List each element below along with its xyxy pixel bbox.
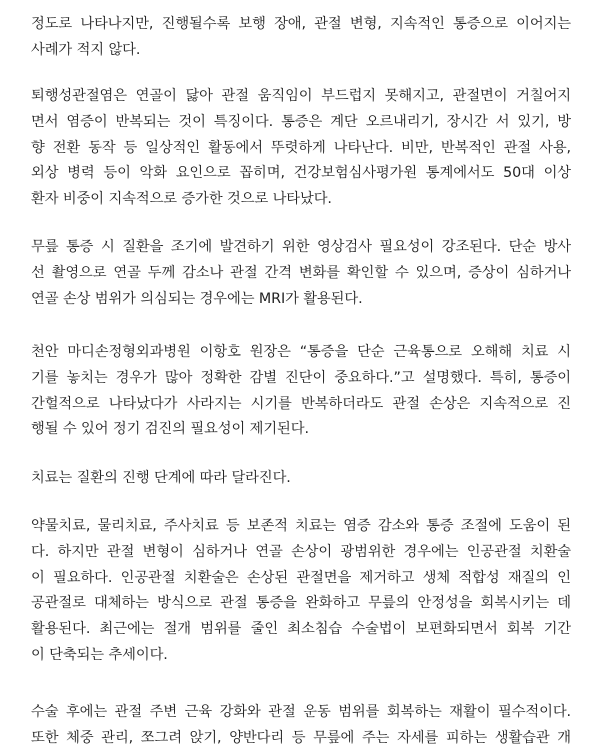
text-line: 천안 마디손정형외과병원 이항호 원장은 “통증을 단순 근육통으로 오해해 치료 시: [31, 344, 571, 360]
text-line: 연골 손상 범위가 의심되는 경우에는 MRI가 활용된다.: [31, 290, 363, 307]
text-line: 수술 후에는 관절 주변 근육 강화와 관절 운동 범위를 회복하는 재활이 필수적이다.: [31, 704, 571, 720]
text-line: 퇴행성관절염은 연골이 닳아 관절 움직임이 부드럽지 못해지고, 관절면이 거칠어지: [31, 88, 571, 104]
text-line: 외상 병력 등이 악화 요인으로 꼽히며, 건강보험심사평가원 통계에서도 50대 이상: [31, 165, 571, 182]
text-line: 활용된다. 최근에는 절개 범위를 줄인 최소침습 수술법이 보편화되면서 회복 기간: [31, 621, 571, 638]
text-line: 무릎 통증 시 질환을 조기에 발견하기 위한 영상검사 필요성이 강조된다. 단순 방사: [31, 239, 571, 255]
text-line: 이 단축되는 추세이다.: [31, 646, 168, 663]
article-paragraph: [31, 84, 571, 213]
text-line: 선 촬영으로 연골 두께 감소나 관절 간격 변화를 확인할 수 있으며, 증상이 심하거나: [31, 264, 571, 281]
text-line: 다. 하지만 관절 변형이 심하거나 연골 손상이 광범위한 경우에는 인공관절 치환술: [31, 543, 571, 560]
article-paragraph: [31, 235, 571, 312]
text-line: 공관절로 대체하는 방식으로 관절 통증을 완화하고 무릎의 안정성을 회복시키는 데: [31, 595, 571, 612]
article-paragraph: [31, 514, 571, 669]
text-line: 이 필요하다. 인공관절 치환술은 손상된 관절면을 제거하고 생체 적합성 재질의 인: [31, 569, 571, 586]
article-paragraph: [31, 466, 571, 492]
article-paragraph: [31, 700, 571, 752]
text-line: 행될 수 있어 정기 검진의 필요성이 제기된다.: [31, 421, 309, 438]
text-line: 또한 체중 관리, 쪼그려 앉기, 양반다리 등 무릎에 주는 자세를 피하는 생활습관 개: [31, 729, 571, 746]
text-line: 약물치료, 물리치료, 주사치료 등 보존적 치료는 염증 감소와 통증 조절에 도움이 된: [31, 518, 571, 534]
text-line: 기를 놓치는 경우가 많아 정확한 감별 진단이 중요하다.”고 설명했다. 특히, 통증이: [31, 369, 571, 386]
text-line: 면서 염증이 반복되는 것이 특징이다. 통증은 계단 오르내리기, 장시간 서 있기, 방: [31, 113, 571, 130]
article-paragraph: [31, 340, 571, 443]
text-line: 간헐적으로 나타났다가 사라지는 시기를 반복하더라도 관절 손상은 지속적으로 진: [31, 395, 571, 412]
text-line: 정도로 나타나지만, 진행될수록 보행 장애, 관절 변형, 지속적인 통증으로 이어지는: [31, 16, 571, 32]
text-line: 환자 비중이 지속적으로 증가한 것으로 나타났다.: [31, 191, 332, 208]
text-line: 향 전환 동작 등 일상적인 활동에서 뚜렷하게 나타난다. 비만, 반복적인 관절 사용,: [31, 139, 571, 156]
text-line: 치료는 질환의 진행 단계에 따라 달라진다.: [31, 470, 291, 486]
text-line: 사례가 적지 않다.: [31, 41, 141, 58]
article-paragraph: [31, 12, 571, 64]
